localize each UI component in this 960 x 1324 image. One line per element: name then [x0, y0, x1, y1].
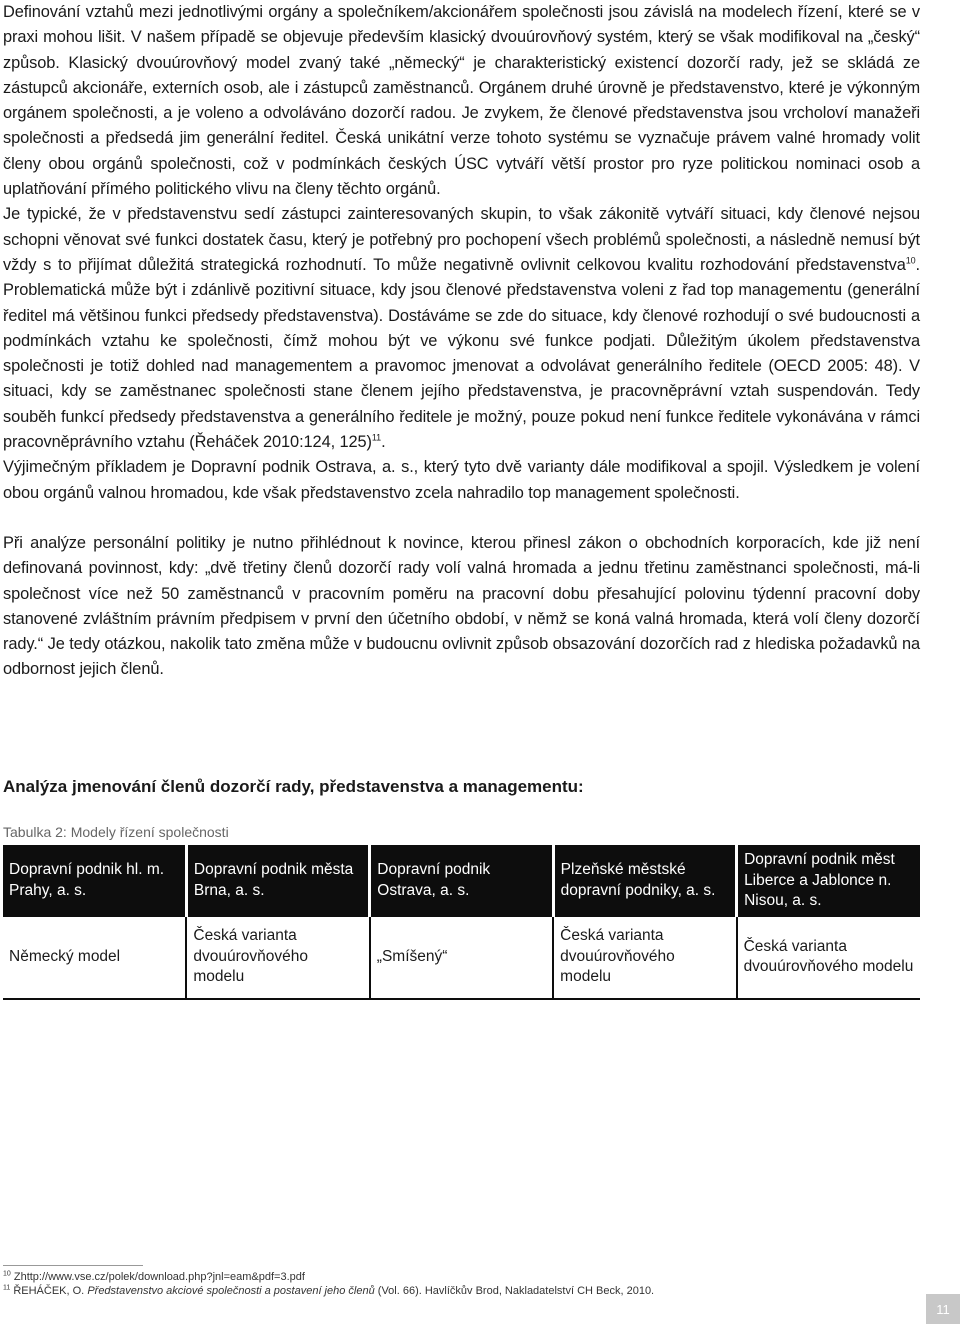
- footnote-link[interactable]: Zhttp://www.vse.cz/polek/download.php?jnl=eam&pdf=3.pdf: [10, 1271, 305, 1283]
- footnote-10: [3, 1270, 654, 1284]
- footnote-ref-10[interactable]: 10: [905, 255, 916, 266]
- footnote-11: [3, 1284, 654, 1298]
- table-cell: Česká varianta dvouúrovňového modelu: [186, 917, 369, 999]
- models-table: [3, 845, 920, 1000]
- page-number: 11: [926, 1294, 960, 1324]
- table-cell: Česká varianta dvouúrovňového modelu: [553, 917, 736, 999]
- footnote-number: 10: [3, 1270, 11, 1278]
- paragraph-2-part-a: Je typické, že v představenstvu sedí zástupci zainteresovaných skupin, to však zákonitě vytváří situaci, kdy členové nejsou schopni věnovat své funkci dostatek času, který je potřebný pro pochopení všech problémů společnosti, a následně nemusí být vždy s to přijímat důležitá strategická rozhodnutí. To může negativně ovlivnit celkovou kvalitu rozhodování představenstva: [3, 205, 920, 274]
- paragraph-1: Definování vztahů mezi jednotlivými orgány a společníkem/akcionářem společnosti jsou závislá na modelech řízení, které se v praxi mohou lišit. V našem případě se objevuje především klasický dvouúrovňový systém, který se však modifikoval na „český“ způsob. Klasický dvouúrovňový model zvaný také „německý“ je charakteristický existencí dozorčí rady, jež se skládá ze zástupců akcionáře, externích osob, ale i zástupců zaměstnanců. Orgánem druhé úrovně je představenstvo, které je výkonným orgánem společnosti, a je voleno a odvoláváno dozorčí radou. Je zvykem, že členové představenstva jsou vrcholoví manažeři společnosti a předsedá jim generální ředitel. Česká unikátní verze tohoto systému se vyznačuje právem valné hromady volit členy obou orgánů společnosti, což v podmínkách českých ÚSC vytváří větší prostor pro ryze politickou nominaci osob a uplatňování přímého politického vlivu na členy těchto orgánů.: [3, 3, 920, 199]
- section-title: Analýza jmenování členů dozorčí rady, představenstva a managementu:: [3, 777, 584, 796]
- table-row: [3, 917, 920, 999]
- body-text: [3, 0, 920, 683]
- paragraph-4: Při analýze personální politiky je nutno přihlédnout k novince, kterou přinesl zákon o obchodních korporacích, kde již není definovaná povinnost, kdy: „dvě třetiny členů dozorčí rady volí valná hromada a jednu třetinu zaměstnanci společnosti, má-li společnost více než 50 zaměstnanců v pracovním poměru na pracovní dobu přesahující polovinu týdenní pracovní doby stanovené zvláštním právním předpisem v první den účetního období, v němž se koná valná hromada, která volí členy dozorčí rady.“ Je tedy otázkou, nakolik tato změna může v budoucnu ovlivnit způsob obsazování dozorčích rad z hlediska požadavků na odbornost jejich členů.: [3, 533, 920, 679]
- footnote-divider: [3, 1265, 143, 1266]
- footnote-publication: (Vol. 66). Havlíčkův Brod, Nakladatelství CH Beck, 2010.: [374, 1285, 655, 1297]
- footnotes: [3, 1270, 654, 1298]
- footnote-book-title: Představenstvo akciové společnosti a postavení jeho členů: [87, 1285, 375, 1297]
- paragraph-2-part-c: .: [381, 433, 386, 452]
- paragraph-3: Výjimečným příkladem je Dopravní podnik Ostrava, a. s., který tyto dvě varianty dále modifikoval a spojil. Výsledkem je volení obou orgánů valnou hromadou, kde však představenstvo zcela nahradilo top management společnosti.: [3, 458, 920, 502]
- page-content: [3, 0, 920, 683]
- footnote-ref-11[interactable]: 11: [371, 432, 382, 443]
- table-header-cell: Dopravní podnik Ostrava, a. s.: [370, 845, 553, 917]
- table-cell: Česká varianta dvouúrovňového modelu: [737, 917, 920, 999]
- paragraph-gap: [3, 506, 920, 531]
- table-header-cell: Dopravní podnik měst Liberce a Jablonce n. Nisou, a. s.: [737, 845, 920, 917]
- table-header-row: [3, 845, 920, 917]
- table-cell: „Smíšený“: [370, 917, 553, 999]
- footnote-number: 11: [3, 1284, 11, 1292]
- table-header-cell: Plzeňské městské dopravní podniky, a. s.: [553, 845, 736, 917]
- paragraph-2-part-b: . Problematická může být i zdánlivě pozitivní situace, kdy jsou členové představenstva voleni z řad top managementu (generální ředitel má většinou funkci předsedy představenstva). Dostáváme se zde do situace, kdy členové rozhodují o své budoucnosti a podmínkách vztahu ke společnosti, čímž mohou být ve výkonu své funkce podjati. Důležitým úkolem představenstva společnosti je totiž dohled nad managementem a pravomoc jmenovat a odvolávat generálního ředitele (OECD 2005: 48). V situaci, kdy se zaměstnanec společnosti stane členem jejího představenstva, je pracovněprávní vztah suspendován. Tedy souběh funkcí předsedy představenstva a generálního ředitele je možný, pouze pokud není funkce ředitele vykonávána v rámci pracovněprávního vztahu (Řeháček 2010:124, 125): [3, 255, 920, 452]
- table-caption: Tabulka 2: Modely řízení společnosti: [3, 824, 229, 840]
- paragraph-2: [3, 202, 920, 455]
- table-header-cell: Dopravní podnik města Brna, a. s.: [186, 845, 369, 917]
- table-cell: Německý model: [3, 917, 186, 999]
- table-header-cell: Dopravní podnik hl. m. Prahy, a. s.: [3, 845, 186, 917]
- footnote-author: ŘEHÁČEK, O.: [10, 1285, 88, 1297]
